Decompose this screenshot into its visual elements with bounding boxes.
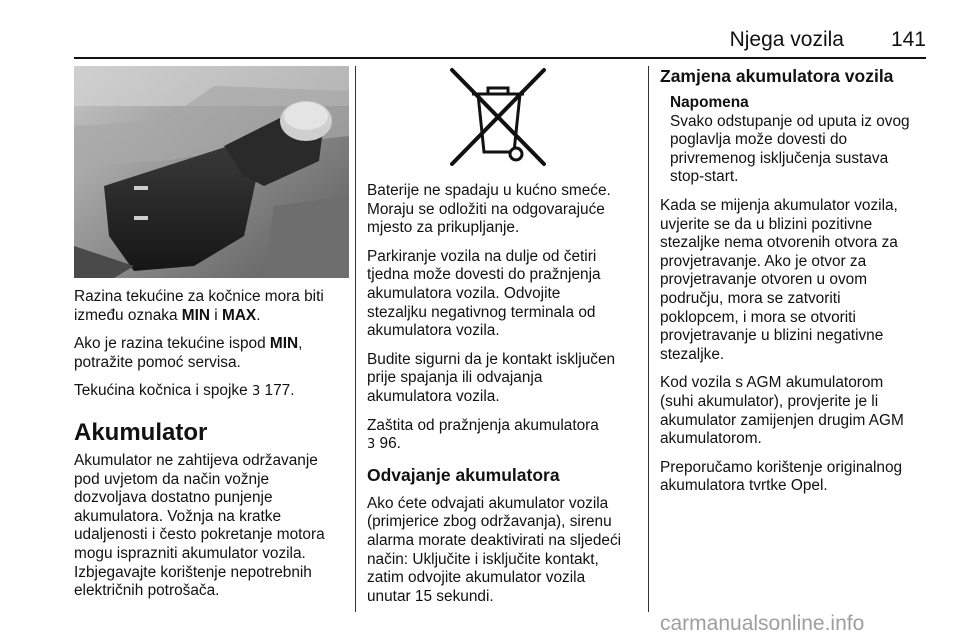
text: , potražite pomoć servisa. [74,335,303,371]
ignition-paragraph: Budite sigurni da je kontakt isključen prije spajanja ili odvajanja akumulatora vozila. [367,350,616,405]
page-header [74,28,926,54]
text: Tekućina kočnica i spojke [74,382,252,400]
brake-fluid-paragraph [74,288,349,325]
opel-battery-paragraph: Preporučamo korištenje originalnog akumulatora tvrtke Opel. [660,458,903,495]
watermark: carmanualsonline.info [660,612,865,635]
page-number: 141 [890,28,926,51]
arrow-triangle-icon: 3 [367,437,376,453]
agm-paragraph: Kod vozila s AGM akumulatorom (suhi akumulator), provjerite je li akumulator zamijenjen drugim AGM akumulatorom. [660,374,904,448]
header-rule [74,57,926,59]
brake-fluid-reservoir-photo [74,66,349,278]
vent-paragraph: Kada se mijenja akumulator vozila, uvjerite se da u blizini pozitivne stezaljke nema otvorenih otvora za provjetravanje. Ako je otvor za provjetravanje otvoren u ovom području, mora se zatvoriti poklopcem, i mora se otvoriti provjetravanje u blizini negativne stezaljke. [660,196,898,363]
chapter-title: Njega vozila [729,28,844,51]
brake-fluid-service-paragraph [74,335,349,372]
brake-fluid-crossref[interactable] [74,382,349,402]
column-divider-1 [355,66,356,612]
battery-disposal-paragraph: Baterije ne spadaju u kućno smeće. Moraju se odložiti na odgovarajuće mjesto za prikupljanje. [367,182,611,237]
parking-paragraph: Parkiranje vozila na dulje od četiri tjedna može dovesti do pražnjenja akumulatora vozila. Odvojite stezaljku negativnog terminala od akumulatora vozila. [367,247,601,340]
section-heading-akumulator: Akumulator [74,418,208,446]
note-body: Svako odstupanje od uputa iz ovog poglavlja može dovesti do privremenog isključenja sustava stop-start. [670,112,910,186]
column-middle [367,182,642,616]
crossed-out-wheelie-bin-icon [444,66,552,170]
page-ref: 96. [375,435,401,453]
akumulator-paragraph: Akumulator ne zahtijeva održavanje pod uvjetom da način vožnje dozvoljava dostatno punjenje akumulatora. Vožnja na kratke udaljenosti i često pokretanje motora mogu isprazniti akumulator vozila. Izbjegavajte korištenje nepotrebnih električnih potrošača. [74,451,325,600]
max-mark: MAX [222,306,257,324]
text: . [256,306,261,324]
discharge-protection-crossref[interactable] [367,417,642,455]
text: i [210,306,222,324]
note-title: Napomena [670,94,749,111]
column-left [74,288,349,611]
section-heading-odvajanje: Odvajanje akumulatora [367,464,560,485]
text: Razina tekućine za kočnice mora biti između oznaka [74,288,324,324]
min-mark: MIN [181,306,211,324]
text: Ako je razina tekućine ispod [74,335,270,353]
column-divider-2 [648,66,649,612]
min-mark: MIN [269,335,299,353]
text: Zaštita od pražnjenja akumulatora [367,416,599,434]
arrow-triangle-icon: 3 [251,384,261,400]
column-right [660,66,926,506]
disconnect-paragraph: Ako ćete odvajati akumulator vozila (primjerice zbog održavanja), sirenu alarma morate deaktivirati na sljedeći način: Uključite i isključite kontakt, zatim odvojite akumulator vozila unutar 15 sekundi. [367,494,622,605]
page-ref: 177. [260,382,295,400]
note-box [660,94,926,187]
section-heading-zamjena: Zamjena akumulatora vozila [660,66,894,86]
